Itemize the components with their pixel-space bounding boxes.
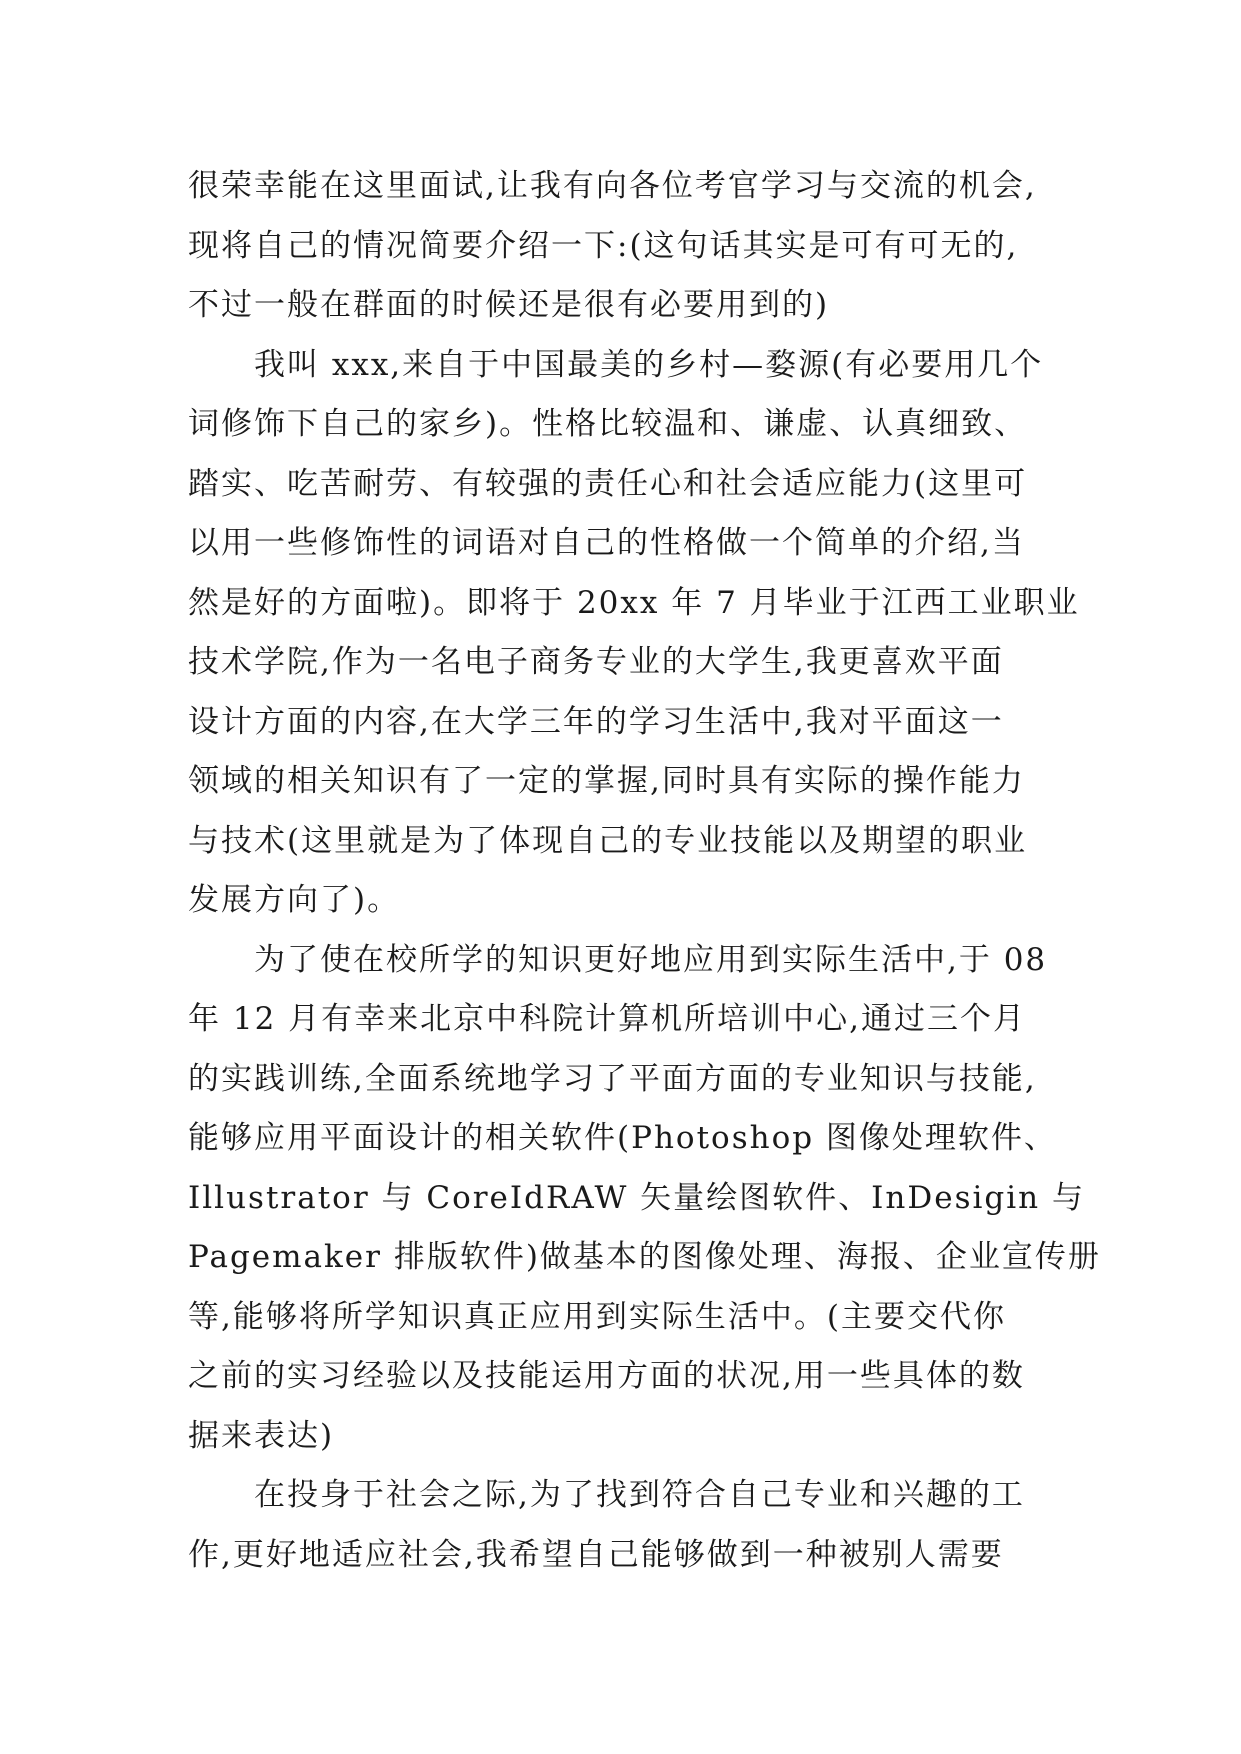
paragraph-first-line: 我叫 xxx,来自于中国最美的乡村—婺源(有必要用几个 (254, 346, 1044, 383)
text-line: 词修饰下自己的家乡)。性格比较温和、谦虚、认真细致、 (188, 406, 1028, 442)
text-line: 不过一般在群面的时候还是很有必要用到的) (188, 287, 830, 323)
text-line: Pagemaker 排版软件)做基本的图像处理、海报、企业宣传册 (188, 1239, 1101, 1275)
text-line: 作,更好地适应社会,我希望自己能够做到一种被别人需要 (188, 1536, 1004, 1573)
text-line: 很荣幸能在这里面试,让我有向各位考官学习与交流的机会, (188, 168, 1037, 204)
text-line: 据来表达) (188, 1417, 335, 1454)
text-line: 以用一些修饰性的词语对自己的性格做一个简单的介绍,当 (188, 525, 1025, 561)
paragraph-first-line: 在投身于社会之际,为了找到符合自己专业和兴趣的工 (254, 1477, 1025, 1513)
text-line: 与技术(这里就是为了体现自己的专业技能以及期望的职业 (188, 822, 1028, 859)
document-body (188, 157, 1101, 1585)
text-line: 技术学院,作为一名电子商务专业的大学生,我更喜欢平面 (188, 644, 1004, 680)
text-line: 踏实、吃苦耐劳、有较强的责任心和社会适应能力(这里可 (188, 465, 1028, 502)
text-line: 设计方面的内容,在大学三年的学习生活中,我对平面这一 (188, 703, 1004, 740)
text-line: 发展方向了)。 (188, 882, 401, 918)
text-line: 之前的实习经验以及技能运用方面的状况,用一些具体的数 (188, 1358, 1025, 1394)
text-line: 然是好的方面啦)。即将于 20xx 年 7 月毕业于江西工业职业 (188, 584, 1080, 621)
text-line: Illustrator 与 CoreIdRAW 矢量绘图软件、InDesigin 与 (188, 1179, 1085, 1216)
paragraph-first-line: 为了使在校所学的知识更好地应用到实际生活中,于 08 (254, 941, 1048, 978)
text-line: 等,能够将所学知识真正应用到实际生活中。(主要交代你 (188, 1298, 1006, 1335)
text-line: 领域的相关知识有了一定的掌握,同时具有实际的操作能力 (188, 763, 1025, 799)
text-line: 年 12 月有幸来北京中科院计算机所培训中心,通过三个月 (188, 1001, 1027, 1037)
text-line: 的实践训练,全面系统地学习了平面方面的专业知识与技能, (188, 1060, 1037, 1097)
text-line: 能够应用平面设计的相关软件(Photoshop 图像处理软件、 (188, 1120, 1057, 1156)
text-line: 现将自己的情况简要介绍一下:(这句话其实是可有可无的, (188, 227, 1019, 264)
